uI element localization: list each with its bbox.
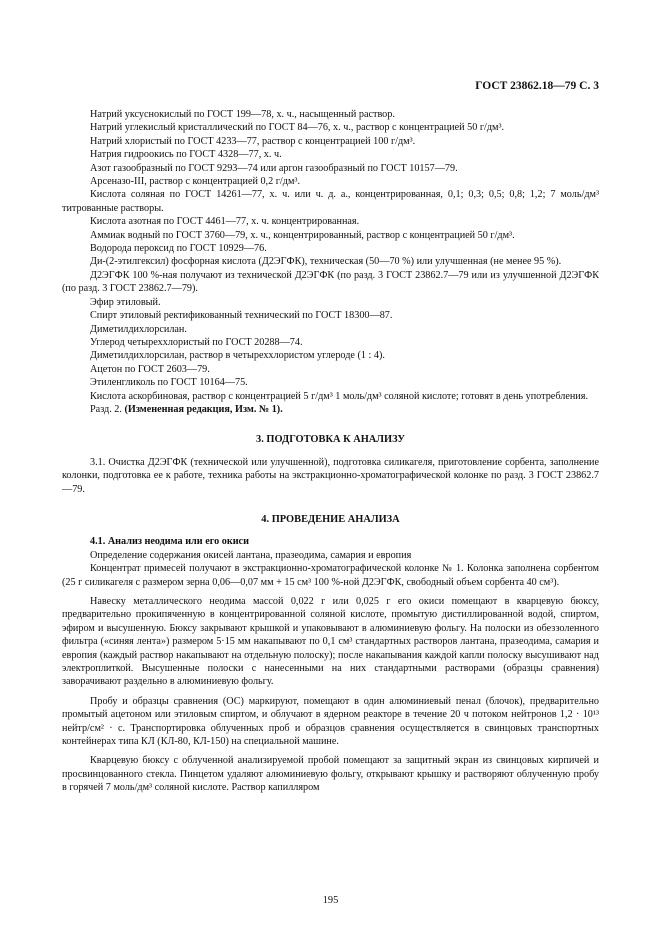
amendment-prefix: Разд. 2. <box>90 403 125 415</box>
reagent-item: Углерод четыреххлористый по ГОСТ 20288—74. <box>90 336 303 348</box>
reagent-item: Кислота аскорбиновая, раствор с концентрацией 5 г/дм³ 1 моль/дм³ соляной кислоте; готовят в день употребления. <box>90 390 588 402</box>
section-4-paragraph: Кварцевую бюксу с облученной анализируемой пробой помещают за защитный экран из свинцовых кирпичей и просвинцованного стекла. Пинцетом удаляют алюминиевую фольгу, открывают крышку и растворяют облученную пробу в горячей 7 моль/дм³ соляной кислоте. Раствор капилляром <box>62 755 599 794</box>
section-4-paragraph: Концентрат примесей получают в экстракционно-хроматографической колонке № 1. Колонка заполнена сорбентом (25 г силикагеля с размером зерна 0,06—0,07 мм + 15 см³ 100 %-ной Д2ЭГФК, свободный объем сорбента 40 см³). <box>62 563 599 588</box>
section-4-paragraph: Пробу и образцы сравнения (ОС) маркируют, помещают в один алюминиевый пенал (блочок), предварительно промытый ацетоном или этиловым спиртом, и облучают в ядерном реакторе в течение 20 ч потоком нейтронов 1,2 · 10¹³ нейтр/см² · с. Транспортировка облученных проб и образцов сравнения осуществляется в свинцовых транспортных контейнерах типа КЛ (КЛ-80, КЛ-150) на специальной машине. <box>62 695 599 748</box>
page-body <box>62 108 599 795</box>
amendment-note <box>62 403 599 416</box>
reagent-item: Натрия гидроокись по ГОСТ 4328—77, х. ч. <box>90 149 282 161</box>
page-header: ГОСТ 23862.18—79 С. 3 <box>475 80 599 92</box>
section-3-text: 3.1. Очистка Д2ЭГФК (технической или улучшенной), подготовка силикагеля, приготовление сорбента, заполнение колонки, подготовка ее к работе, техника работы на экстракционно-хроматографической колонке по разд. 3 ГОСТ 23862.7—79. <box>62 456 599 495</box>
reagent-item: Арсеназо-III, раствор с концентрацией 0,2 г/дм³. <box>90 176 300 188</box>
reagent-item: Кислота соляная по ГОСТ 14261—77, х. ч. или ч. д. а., концентрированная, 0,1; 0,3; 0,5; 0,8; 1,2; 7 моль/дм³ титрованные растворы. <box>62 189 599 214</box>
reagent-item: Диметилдихлорсилан. <box>90 323 187 335</box>
reagent-item: Диметилдихлорсилан, раствор в четыреххлористом углероде (1 : 4). <box>90 350 385 362</box>
reagent-item: Д2ЭГФК 100 %-ная получают из технической Д2ЭГФК (по разд. 3 ГОСТ 23862.7—79 или из улучшенной Д2ЭГФК (по разд. 3 ГОСТ 23862.7—79). <box>62 269 599 295</box>
section-4-subtitle: 4.1. Анализ неодима или его окиси <box>90 536 249 548</box>
reagent-item: Ацетон по ГОСТ 2603—79. <box>90 363 210 375</box>
reagent-item: Натрий хлористый по ГОСТ 4233—77, раствор с концентрацией 100 г/дм³. <box>90 135 416 147</box>
section-3-title: 3. ПОДГОТОВКА К АНАЛИЗУ <box>256 434 405 446</box>
section-4-title: 4. ПРОВЕДЕНИЕ АНАЛИЗА <box>261 513 400 525</box>
page-number: 195 <box>322 895 339 906</box>
section-4-paragraph: Определение содержания окисей лантана, празеодима, самария и европия <box>90 549 412 561</box>
section-4-paragraph: Навеску металлического неодима массой 0,022 г или 0,025 г его окиси помещают в кварцевую бюксу, предварительно прокипяченную в концентрированной соляной кислоте, промытую дистиллированной водой, спиртом, эфиром и высушенную. Бюксу закрывают крышкой и упаковывают в алюминиевую фольгу. На полоски из обеззоленного фильтра («синяя лента») размером 5·15 мм накапывают по 0,1 см³ стандартных растворов лантана, празеодима, самария и европия (каждый раствор накапывают на отдельную полоску); после накапывания каждой капли полоску высушивают над электроплиткой. Высушенные полоски с нанесенными на них стандартными растворами (образцы сравнения) заворачивают раздельно в алюминиевую фольгу. <box>62 596 599 688</box>
reagent-item: Аммиак водный по ГОСТ 3760—79, х. ч., концентрированный, раствор с концентрацией 50 г/дм³. <box>90 229 515 241</box>
reagent-item: Этиленгликоль по ГОСТ 10164—75. <box>90 377 248 389</box>
reagent-item: Азот газообразный по ГОСТ 9293—74 или аргон газообразный по ГОСТ 10157—79. <box>90 162 458 174</box>
reagent-item: Спирт этиловый ректификованный технический по ГОСТ 18300—87. <box>90 310 393 322</box>
reagent-item: Водорода пероксид по ГОСТ 10929—76. <box>90 243 267 255</box>
amendment-bold: (Измененная редакция, Изм. № 1). <box>124 403 283 415</box>
reagent-item: Натрий углекислый кристаллический по ГОСТ 84—76, х. ч., раствор с концентрацией 50 г/дм³. <box>90 122 505 134</box>
reagent-item: Ди-(2-этилгексил) фосфорная кислота (Д2ЭГФК), техническая (50—70 %) или улучшенная (не менее 95 %). <box>90 256 562 268</box>
reagent-item: Натрий уксуснокислый по ГОСТ 199—78, х. ч., насыщенный раствор. <box>90 109 395 120</box>
reagent-item: Эфир этиловый. <box>90 296 161 308</box>
reagent-item: Кислота азотная по ГОСТ 4461—77, х. ч. концентрированная. <box>90 216 360 228</box>
